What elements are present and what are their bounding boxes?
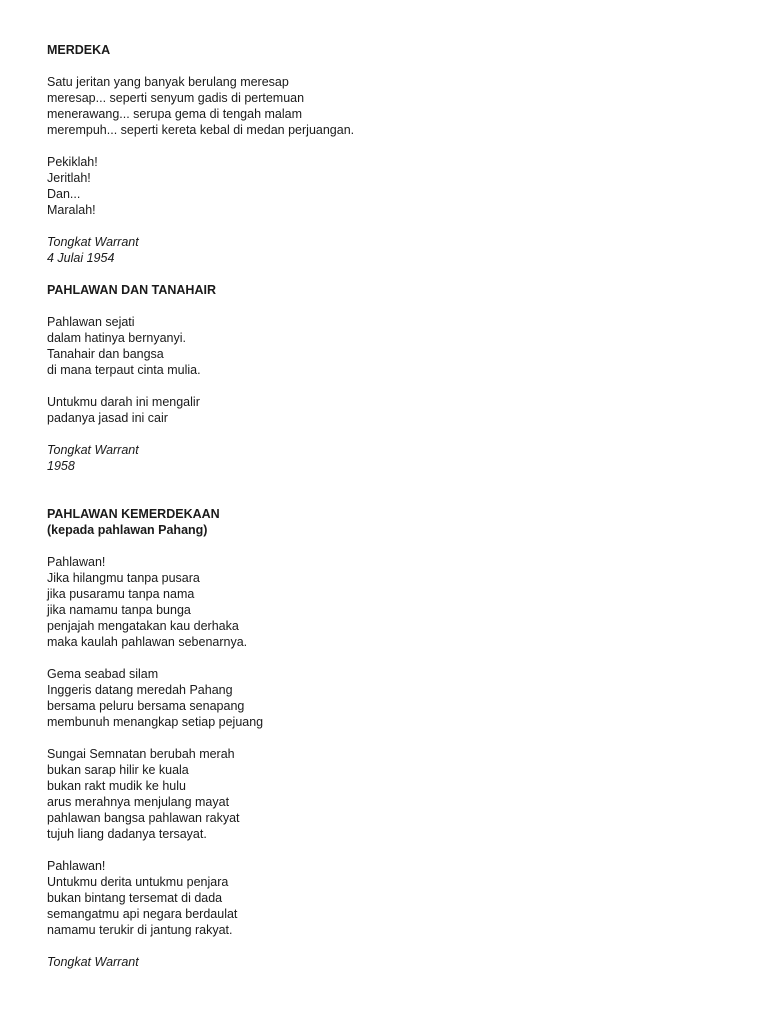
verse-line: Tanahair dan bangsa bbox=[47, 347, 164, 361]
verse-line: Untukmu darah ini mengalir bbox=[47, 395, 200, 409]
poem-subtitle: (kepada pahlawan Pahang) bbox=[47, 523, 208, 537]
verse-line: namamu terukir di jantung rakyat. bbox=[47, 923, 233, 937]
verse-line: bersama peluru bersama senapang bbox=[47, 699, 245, 713]
verse-line: Inggeris datang meredah Pahang bbox=[47, 683, 233, 697]
stanza bbox=[47, 858, 727, 938]
poem-title: PAHLAWAN KEMERDEKAAN bbox=[47, 507, 220, 521]
verse-line: dalam hatinya bernyanyi. bbox=[47, 331, 186, 345]
verse-line: Pekiklah! bbox=[47, 155, 98, 169]
poem-date: 4 Julai 1954 bbox=[47, 251, 115, 265]
verse-line: Gema seabad silam bbox=[47, 667, 159, 681]
poem-merdeka bbox=[47, 42, 727, 266]
verse-line: padanya jasad ini cair bbox=[47, 411, 168, 425]
verse-line: Pahlawan sejati bbox=[47, 315, 135, 329]
stanza bbox=[47, 74, 727, 138]
document-page bbox=[47, 42, 727, 970]
poem-pahlawan-kemerdekaan bbox=[47, 506, 727, 970]
verse-line: pahlawan bangsa pahlawan rakyat bbox=[47, 811, 240, 825]
verse-line: tujuh liang dadanya tersayat. bbox=[47, 827, 207, 841]
verse-line: bukan rakt mudik ke hulu bbox=[47, 779, 186, 793]
poem-author: Tongkat Warrant bbox=[47, 443, 139, 457]
verse-line: membunuh menangkap setiap pejuang bbox=[47, 715, 264, 729]
stanza bbox=[47, 666, 727, 730]
stanza bbox=[47, 154, 727, 218]
verse-line: Jeritlah! bbox=[47, 171, 91, 185]
verse-line: meresap... seperti senyum gadis di pertemuan bbox=[47, 91, 305, 105]
stanza bbox=[47, 314, 727, 378]
verse-line: arus merahnya menjulang mayat bbox=[47, 795, 230, 809]
verse-line: penjajah mengatakan kau derhaka bbox=[47, 619, 239, 633]
verse-line: Maralah! bbox=[47, 203, 96, 217]
verse-line: jika namamu tanpa bunga bbox=[47, 603, 191, 617]
poem-title: MERDEKA bbox=[47, 43, 111, 57]
verse-line: Pahlawan! bbox=[47, 555, 106, 569]
stanza bbox=[47, 554, 727, 650]
verse-line: Dan... bbox=[47, 187, 81, 201]
verse-line: jika pusaramu tanpa nama bbox=[47, 587, 195, 601]
verse-line: Jika hilangmu tanpa pusara bbox=[47, 571, 200, 585]
verse-line: merempuh... seperti kereta kebal di medan perjuangan. bbox=[47, 123, 355, 137]
poem-author: Tongkat Warrant bbox=[47, 235, 139, 249]
verse-line: bukan bintang tersemat di dada bbox=[47, 891, 223, 905]
verse-line: maka kaulah pahlawan sebenarnya. bbox=[47, 635, 248, 649]
verse-line: Pahlawan! bbox=[47, 859, 106, 873]
verse-line: Satu jeritan yang banyak berulang meresap bbox=[47, 75, 289, 89]
verse-line: semangatmu api negara berdaulat bbox=[47, 907, 238, 921]
verse-line: Sungai Semnatan berubah merah bbox=[47, 747, 235, 761]
verse-line: menerawang... serupa gema di tengah malam bbox=[47, 107, 303, 121]
poem-title: PAHLAWAN DAN TANAHAIR bbox=[47, 283, 216, 297]
poem-date: 1958 bbox=[47, 459, 75, 473]
verse-line: di mana terpaut cinta mulia. bbox=[47, 363, 201, 377]
stanza bbox=[47, 394, 727, 426]
poem-author: Tongkat Warrant bbox=[47, 955, 139, 969]
stanza bbox=[47, 746, 727, 842]
verse-line: Untukmu derita untukmu penjara bbox=[47, 875, 229, 889]
poem-pahlawan-dan-tanahair bbox=[47, 282, 727, 474]
verse-line: bukan sarap hilir ke kuala bbox=[47, 763, 189, 777]
